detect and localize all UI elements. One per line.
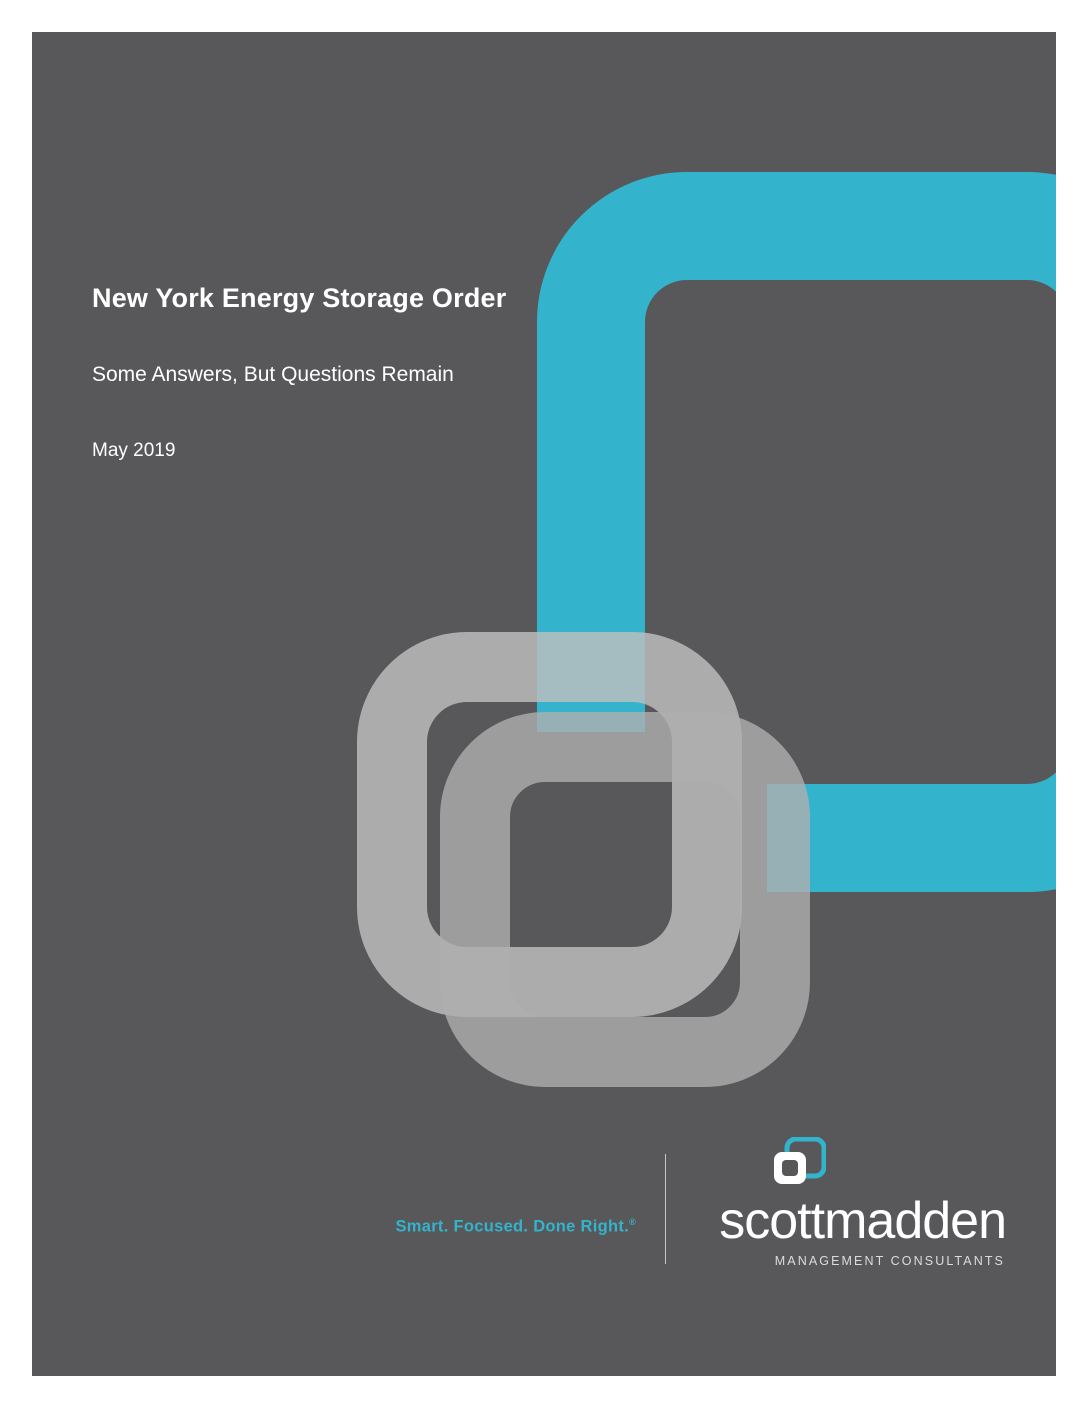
nested-squares-icon bbox=[772, 1137, 826, 1191]
document-date: May 2019 bbox=[92, 440, 176, 462]
document-title: New York Energy Storage Order bbox=[92, 283, 507, 313]
cover-panel bbox=[32, 32, 1056, 1376]
title-block bbox=[92, 282, 522, 462]
registered-trademark-icon: ® bbox=[629, 1216, 636, 1227]
company-descriptor: MANAGEMENT CONSULTANTS bbox=[774, 1254, 1005, 1268]
brand-tagline-text: Smart. Focused. Done Right. bbox=[395, 1217, 630, 1235]
company-logo bbox=[691, 1192, 1011, 1268]
company-name: scottmadden bbox=[719, 1192, 1006, 1250]
footer-divider bbox=[665, 1154, 666, 1264]
document-subtitle: Some Answers, But Questions Remain bbox=[92, 362, 454, 386]
brand-tagline bbox=[395, 1217, 636, 1237]
grey-rounded-square-decoration-small bbox=[440, 712, 810, 1087]
